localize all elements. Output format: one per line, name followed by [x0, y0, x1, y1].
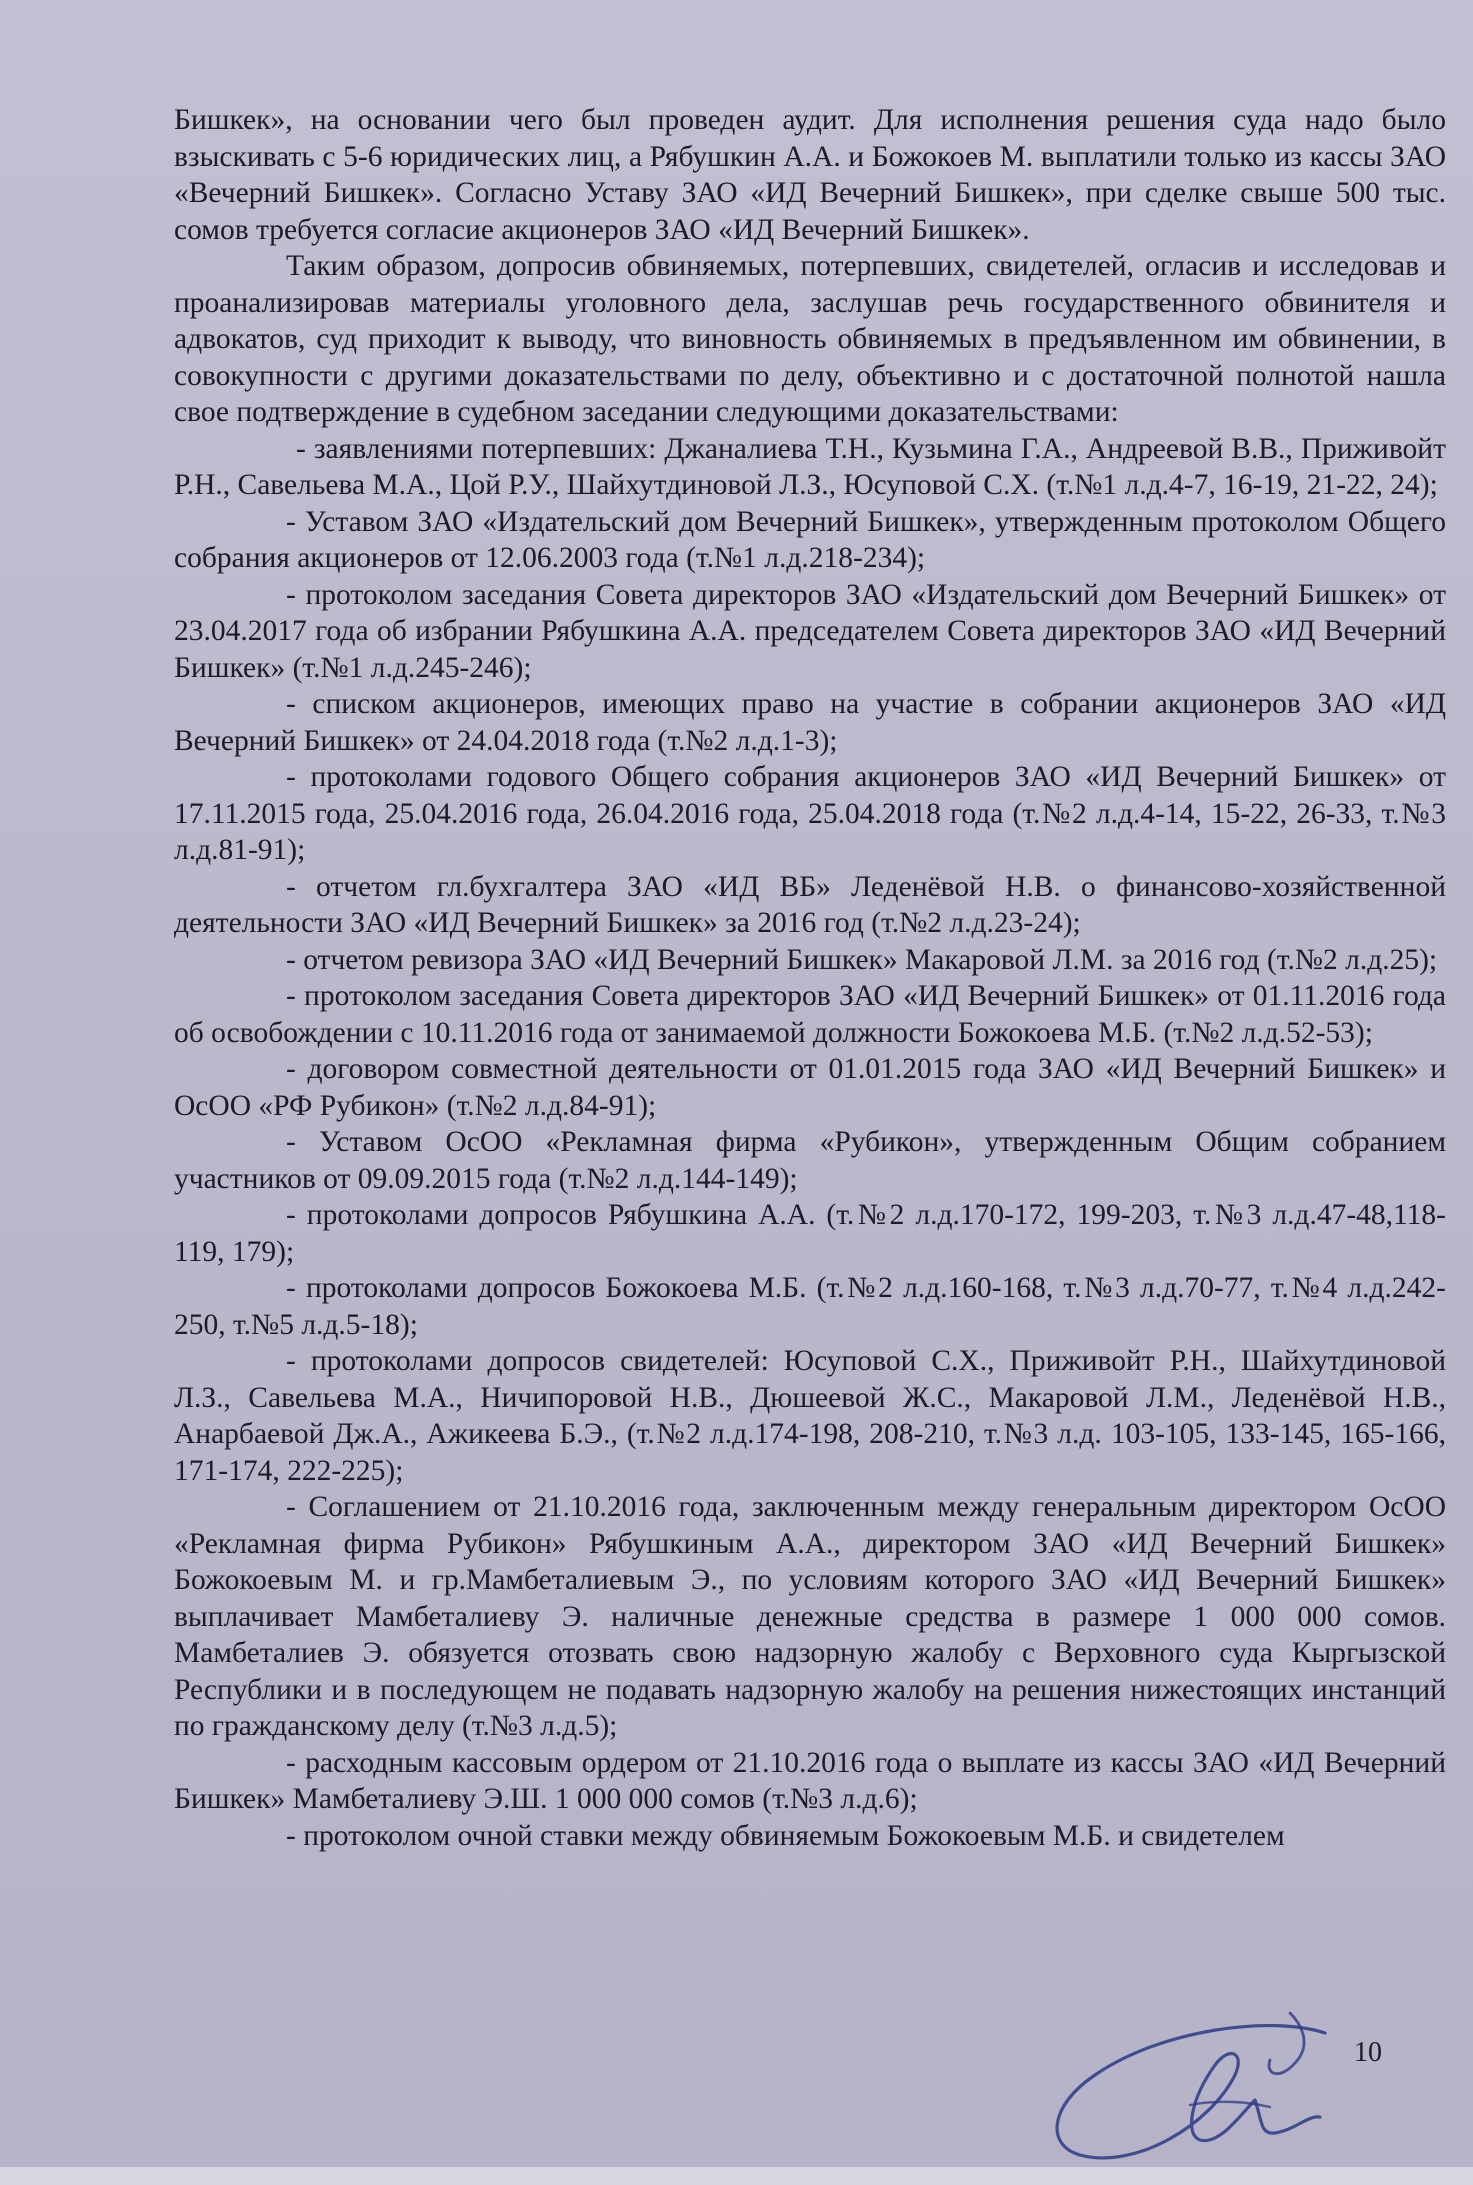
evidence-item: - Уставом ЗАО «Издательский дом Вечерний Бишкек», утвержденным протоколом Общего собрания акционеров от 12.06.2003 года (т.№1 л.д.218-234);: [174, 505, 1446, 574]
evidence-item: - протоколами годового Общего собрания акционеров ЗАО «ИД Вечерний Бишкек» от 17.11.2015 года, 25.04.2016 года, 26.04.2016 года, 25.04.2018 года (т.№2 л.д.4-14, 15-22, 26-33, т.№3 л.д.81-91);: [174, 761, 1446, 866]
document-body: [174, 102, 1446, 1854]
evidence-item: - протоколами допросов Рябушкина А.А. (т.№2 л.д.170-172, 199-203, т.№3 л.д.47-48,118-119, 179);: [174, 1199, 1446, 1268]
evidence-item: - списком акционеров, имеющих право на участие в собрании акционеров ЗАО «ИД Вечерний Бишкек» от 24.04.2018 года (т.№2 л.д.1-3);: [174, 688, 1446, 757]
evidence-item: - расходным кассовым ордером от 21.10.2016 года о выплате из кассы ЗАО «ИД Вечерний Бишкек» Мамбеталиеву Э.Ш. 1 000 000 сомов (т.№3 л.д.6);: [174, 1746, 1446, 1815]
evidence-item: - Уставом ОсОО «Рекламная фирма «Рубикон», утвержденным Общим собранием участников от 09.09.2015 года (т.№2 л.д.144-149);: [174, 1126, 1446, 1195]
evidence-item: - протоколом заседания Совета директоров ЗАО «ИД Вечерний Бишкек» от 01.11.2016 года об освобождении с 10.11.2016 года от занимаемой должности Божокоева М.Б. (т.№2 л.д.52-53);: [174, 980, 1446, 1049]
paragraph-intro: Бишкек», на основании чего был проведен аудит. Для исполнения решения суда надо было взыскивать с 5-6 юридических лиц, а Рябушкин А.А. и Божокоев М. выплатили только из кассы ЗАО «Вечерний Бишкек». Согласно Уставу ЗАО «ИД Вечерний Бишкек», при сделке свыше 500 тыс. сомов требуется согласие акционеров ЗАО «ИД Вечерний Бишкек».: [174, 104, 1446, 246]
paragraph-conclusion: Таким образом, допросив обвиняемых, потерпевших, свидетелей, огласив и исследовав и проанализировав материалы уголовного дела, заслушав речь государственного обвинителя и адвокатов, суд приходит к выводу, что виновность обвиняемых в предъявленном им обвинении, в совокупности с другими доказательствами по делу, объективно и с достаточной полнотой нашла свое подтверждение в судебном заседании следующими доказательствами:: [174, 250, 1446, 428]
evidence-item: - отчетом гл.бухгалтера ЗАО «ИД ВБ» Леденёвой Н.В. о финансово-хозяйственной деятельности ЗАО «ИД Вечерний Бишкек» за 2016 год (т.№2 л.д.23-24);: [174, 870, 1446, 939]
evidence-item: - протоколом заседания Совета директоров ЗАО «Издательский дом Вечерний Бишкек» от 23.04.2017 года об избрании Рябушкина А.А. председателем Совета директоров ЗАО «ИД Вечерний Бишкек» (т.№1 л.д.245-246);: [174, 578, 1446, 684]
signature-stroke: [1269, 2013, 1304, 2074]
page-number: 10: [1354, 2037, 1382, 2068]
evidence-item: - заявлениями потерпевших: Джаналиева Т.Н., Кузьмина Г.А., Андреевой В.В., Приживойт Р.Н., Савельева М.А., Цой Р.У., Шайхутдиновой Л.З., Юсуповой С.Х. (т.№1 л.д.4-7, 16-19, 21-22, 24);: [174, 432, 1446, 501]
evidence-item: - протоколами допросов свидетелей: Юсуповой С.Х., Приживойт Р.Н., Шайхутдиновой Л.З., Савельева М.А., Ничипоровой Н.В., Дюшеевой Ж.С., Макаровой Л.М., Леденёвой Н.В., Анарбаевой Дж.А., Ажикеева Б.Э., (т.№2 л.д.174-198, 208-210, т.№3 л.д. 103-105, 133-145, 165-166, 171-174, 222-225);: [174, 1345, 1446, 1487]
evidence-item: - отчетом ревизора ЗАО «ИД Вечерний Бишкек» Макаровой Л.М. за 2016 год (т.№2 л.д.25);: [286, 943, 1438, 976]
signature-icon: [1040, 2005, 1340, 2175]
evidence-item: - договором совместной деятельности от 01.01.2015 года ЗАО «ИД Вечерний Бишкек» и ОсОО «РФ Рубикон» (т.№2 л.д.84-91);: [174, 1053, 1446, 1122]
evidence-item: - протоколами допросов Божокоева М.Б. (т.№2 л.д.160-168, т.№3 л.д.70-77, т.№4 л.д.242-250, т.№5 л.д.5-18);: [174, 1272, 1446, 1341]
signature-stroke: [1057, 2026, 1325, 2158]
evidence-item: - Соглашением от 21.10.2016 года, заключенным между генеральным директором ОсОО «Рекламная фирма Рубикон» Рябушкиным А.А., директором ЗАО «ИД Вечерний Бишкек» Божокоевым М. и гр.Мамбеталиевым Э., по условиям которого ЗАО «ИД Вечерний Бишкек» выплачивает Мамбеталиеву Э. наличные денежные средства в размере 1 000 000 сомов. Мамбеталиев Э. обязуется отозвать свою надзорную жалобу с Верховного суда Кыргызской Республики и в последующем не подавать надзорную жалобу на решения нижестоящих инстанций по гражданскому делу (т.№3 л.д.5);: [174, 1491, 1446, 1742]
evidence-item: - протоколом очной ставки между обвиняемым Божокоевым М.Б. и свидетелем: [286, 1819, 1285, 1852]
